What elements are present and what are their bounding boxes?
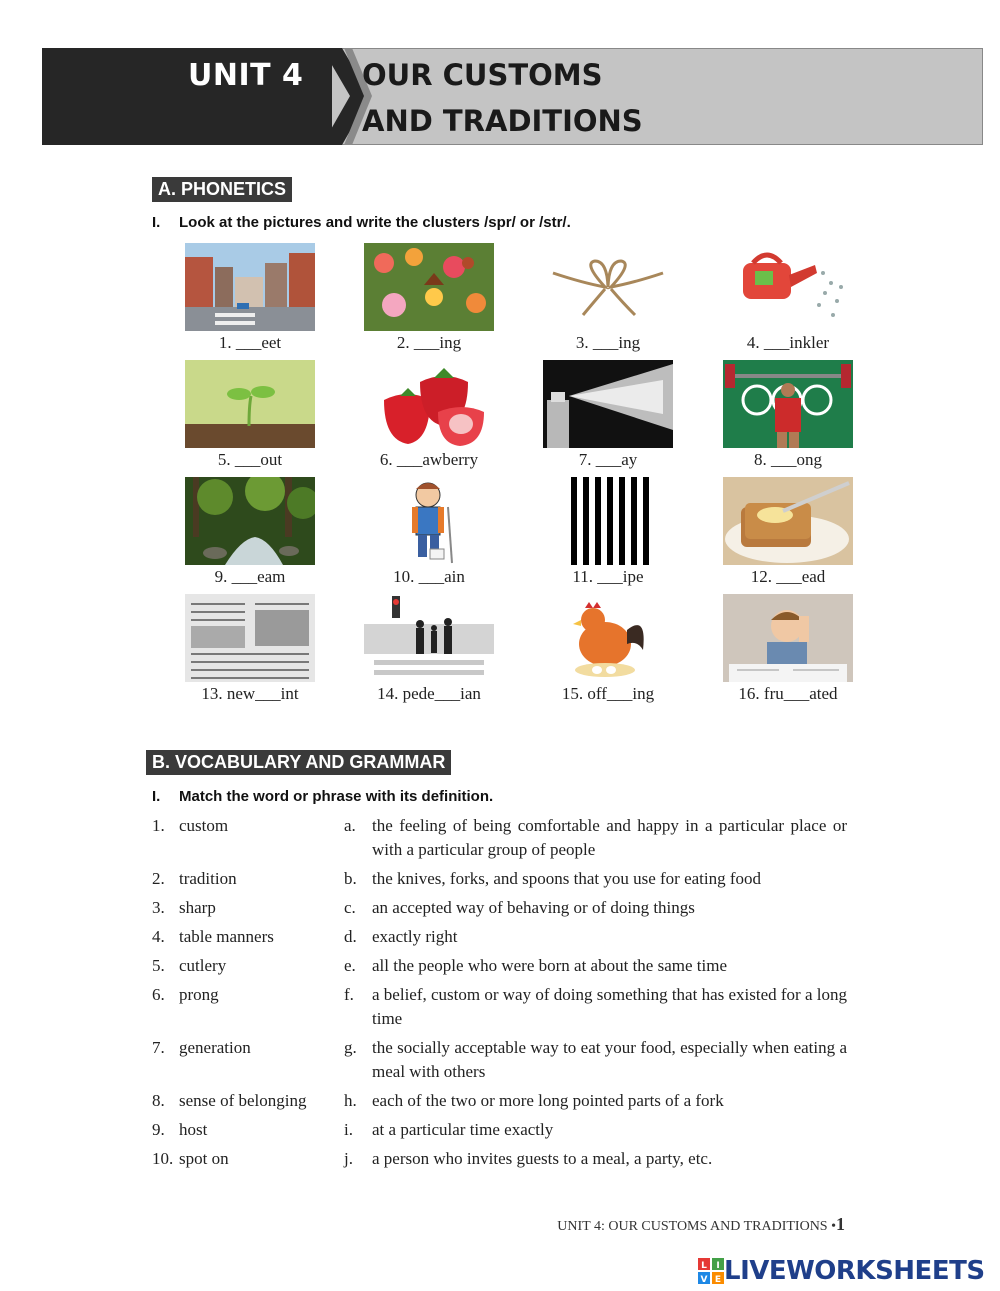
picture-caption: 9. ___eam: [214, 567, 286, 586]
row-letter: i.: [344, 1120, 353, 1139]
row-word: generation: [179, 1038, 251, 1057]
row-definition: all the people who were born at about the same time: [372, 956, 727, 975]
picture-caption: 13. new___int: [201, 684, 299, 703]
row-number: 9.: [152, 1120, 165, 1139]
liveworksheets-logo[interactable]: [698, 1256, 985, 1286]
picture-item: [718, 243, 858, 353]
row-definition: the socially acceptable way to eat your food, especially when eating a meal with others: [372, 1038, 847, 1081]
row-number: 4.: [152, 927, 165, 946]
picture-item: [538, 594, 678, 704]
flowers-icon: [364, 243, 494, 331]
row-definition: a belief, custom or way of doing something that has existed for a long time: [372, 985, 847, 1028]
match-row: [152, 954, 847, 978]
match-row: [152, 1036, 847, 1084]
logo-letter-e: E: [714, 1275, 722, 1284]
row-definition: a person who invites guests to a meal, a party, etc.: [372, 1149, 713, 1168]
picture-caption: 16. fru___ated: [738, 684, 838, 703]
match-row: [152, 1147, 847, 1171]
sprinkler-icon: [723, 243, 853, 331]
logo-letter-l: L: [701, 1261, 707, 1271]
unit-label: UNIT 4: [188, 58, 304, 93]
section-a-instruction-text: Look at the pictures and write the clusters /spr/ or /str/.: [179, 214, 571, 231]
row-word: prong: [179, 985, 219, 1004]
bread-spread-icon: [723, 477, 853, 565]
picture-caption: 1. ___eet: [218, 333, 282, 352]
row-number: 2.: [152, 869, 165, 888]
picture-caption: 2. ___ing: [396, 333, 462, 352]
row-definition: an accepted way of behaving or of doing things: [372, 898, 695, 917]
row-letter: j.: [344, 1149, 353, 1168]
row-word: sense of belonging: [179, 1091, 307, 1110]
newspaper-icon: [185, 594, 315, 682]
unit-banner: [42, 48, 983, 145]
picture-caption: 8. ___ong: [754, 450, 822, 469]
picture-caption: 12. ___ead: [750, 567, 826, 586]
picture-item: [180, 477, 320, 587]
stream-icon: [185, 477, 315, 565]
row-letter: h.: [344, 1091, 357, 1110]
picture-caption: 14. pede___ian: [377, 684, 481, 703]
row-number: 3.: [152, 898, 165, 917]
row-letter: d.: [344, 927, 357, 946]
row-definition: the knives, forks, and spoons that you use for eating food: [372, 869, 762, 888]
match-row: [152, 867, 847, 891]
picture-caption: 10. ___ain: [393, 567, 465, 586]
row-number: 8.: [152, 1091, 165, 1110]
row-letter: a.: [344, 816, 356, 835]
picture-item: [359, 360, 499, 470]
strawberry-icon: [364, 360, 494, 448]
sprout-icon: [185, 360, 315, 448]
picture-caption: 7. ___ay: [578, 450, 638, 469]
picture-item: [359, 477, 499, 587]
stripes-icon: [543, 477, 673, 565]
picture-item: [718, 477, 858, 587]
picture-item: [718, 360, 858, 470]
match-row: [152, 983, 847, 1031]
spray-icon: [543, 360, 673, 448]
row-letter: b.: [344, 869, 357, 888]
section-b-heading: B. VOCABULARY AND GRAMMAR: [146, 750, 451, 775]
picture-caption: 6. ___awberry: [379, 450, 479, 469]
row-word: cutlery: [179, 956, 227, 975]
section-b-instruction-number: I.: [152, 788, 161, 805]
section-a-heading: A. PHONETICS: [152, 177, 292, 202]
match-row: [152, 896, 847, 920]
picture-item: [180, 594, 320, 704]
picture-item: [180, 243, 320, 353]
row-word: host: [179, 1120, 208, 1139]
row-letter: c.: [344, 898, 356, 917]
weightlifter-icon: [723, 360, 853, 448]
row-definition: each of the two or more long pointed parts of a fork: [372, 1091, 724, 1110]
liveworksheets-wordmark: LIVEWORKSHEETS: [724, 1256, 985, 1286]
street-icon: [185, 243, 315, 331]
picture-caption: 11. ___ipe: [572, 567, 644, 586]
row-word: custom: [179, 816, 229, 835]
section-b-instruction: [152, 788, 493, 805]
pedestrian-icon: [364, 594, 494, 682]
string-icon: [543, 243, 673, 331]
matching-list: [152, 814, 847, 1176]
row-number: 6.: [152, 985, 165, 1004]
liveworksheets-logo-icon: [698, 1258, 724, 1284]
hen-icon: [543, 594, 673, 682]
picture-caption: 3. ___ing: [575, 333, 641, 352]
picture-caption: 5. ___out: [217, 450, 283, 469]
row-letter: g.: [344, 1038, 357, 1057]
section-b-instruction-text: Match the word or phrase with its definition.: [179, 788, 494, 805]
row-word: sharp: [179, 898, 216, 917]
row-number: 1.: [152, 816, 165, 835]
row-definition: the feeling of being comfortable and happy in a particular place or with a particular group of people: [372, 816, 847, 859]
row-number: 7.: [152, 1038, 165, 1057]
row-number: 5.: [152, 956, 165, 975]
logo-letter-v: V: [700, 1275, 708, 1284]
match-row: [152, 814, 847, 862]
row-word: table manners: [179, 927, 274, 946]
picture-item: [538, 243, 678, 353]
unit-title-line1: OUR CUSTOMS: [362, 58, 603, 92]
footer-text: UNIT 4: OUR CUSTOMS AND TRADITIONS •: [557, 1219, 836, 1234]
page-number: 1: [836, 1214, 845, 1234]
unit-title-line2: AND TRADITIONS: [362, 104, 643, 138]
row-number: 10.: [152, 1149, 174, 1168]
match-row: [152, 925, 847, 949]
row-letter: f.: [344, 985, 354, 1004]
row-definition: exactly right: [372, 927, 458, 946]
section-a-instruction: [152, 214, 571, 231]
boy-crutch-icon: [364, 477, 494, 565]
picture-caption: 15. off___ing: [561, 684, 655, 703]
frustrated-boy-icon: [723, 594, 853, 682]
logo-letter-i: I: [716, 1261, 720, 1271]
row-definition: at a particular time exactly: [372, 1120, 554, 1139]
section-a-instruction-number: I.: [152, 214, 161, 231]
picture-item: [180, 360, 320, 470]
picture-item: [359, 594, 499, 704]
page-footer: [557, 1214, 845, 1235]
match-row: [152, 1118, 847, 1142]
picture-item: [718, 594, 858, 704]
row-word: tradition: [179, 869, 237, 888]
picture-item: [538, 477, 678, 587]
picture-item: [359, 243, 499, 353]
row-letter: e.: [344, 956, 356, 975]
picture-item: [538, 360, 678, 470]
match-row: [152, 1089, 847, 1113]
row-word: spot on: [179, 1149, 229, 1168]
picture-caption: 4. ___inkler: [746, 333, 830, 352]
